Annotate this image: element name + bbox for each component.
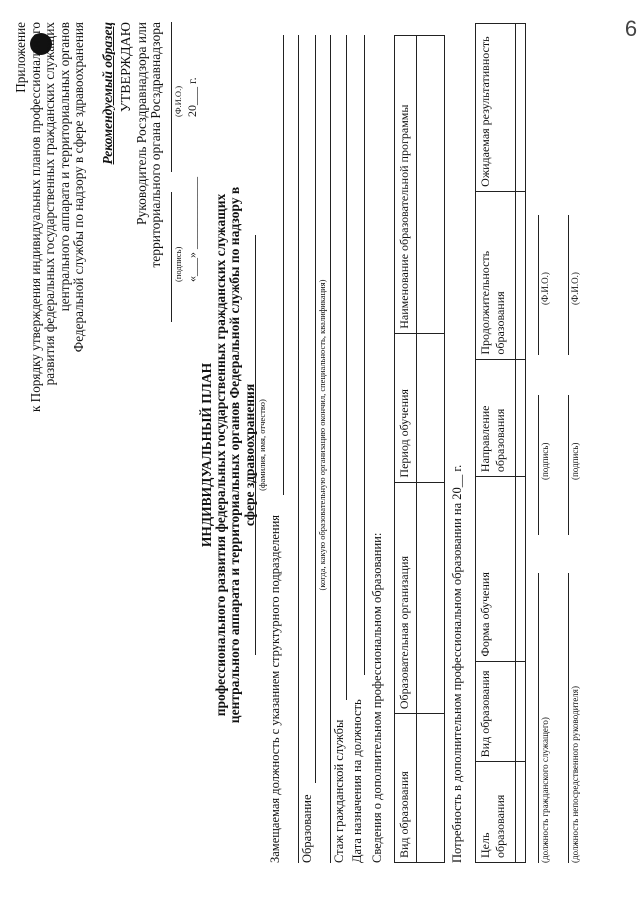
employee-sign-caption: (подпись)	[540, 442, 550, 480]
col-kind: Вид образования	[476, 661, 516, 762]
title-line2: профессионального развития федеральных государственных гражданских служащих	[213, 193, 229, 717]
approve-year: 20___ г.	[185, 77, 199, 117]
appendix-line: центрального аппарата и территориальных органов	[56, 22, 72, 312]
sign-caption: (подпись)	[173, 246, 183, 282]
service-label: Стаж гражданской службы	[332, 719, 346, 863]
approve-block	[120, 22, 164, 322]
table-cell	[516, 359, 526, 476]
col-duration: Продолжительность образования	[476, 191, 516, 359]
additional-label: Сведения о дополнительном профессиональном образовании:	[370, 532, 384, 863]
recommended-sample: Рекомендуемый образец	[100, 22, 115, 165]
employee-position-caption: (должность гражданского служащего)	[540, 717, 550, 863]
title-line1: ИНДИВИДУАЛЬНЫЙ ПЛАН	[199, 362, 214, 548]
appendix-line: Федеральной службы по надзору в сфере здравоохранения	[71, 22, 86, 353]
approve-title: УТВЕРЖДАЮ	[119, 22, 134, 113]
education-caption: (когда, какую образовательную организацию окончил, специальность, квалификация)	[317, 279, 327, 591]
col-form: Форма обучения	[476, 477, 516, 662]
approve-line1: Руководитель Росздравнадзора или	[133, 22, 149, 225]
table-cell	[516, 24, 526, 192]
boss-position-caption: (должность непосредственного руководителя)	[570, 686, 580, 863]
table-cell	[516, 477, 526, 662]
table-cell	[516, 661, 526, 762]
boss-fio-caption: (Ф.И.О.)	[570, 272, 580, 305]
need-label: Потребность в дополнительном профессиональном образовании на 20__ г.	[450, 464, 464, 863]
table-cell	[516, 762, 526, 863]
employee-fio-caption: (Ф.И.О.)	[540, 272, 550, 305]
col-result: Ожидаемая результативность	[476, 24, 516, 192]
name-caption: (фамилия, имя, отчество)	[257, 399, 267, 491]
appointment-label: Дата назначения на должность	[350, 699, 364, 863]
appendix-header	[14, 22, 87, 542]
col-goal: Цель образования	[476, 762, 516, 863]
table-cell	[417, 333, 445, 482]
table-cell	[417, 482, 445, 714]
document-title	[200, 175, 257, 735]
appendix-line: развития федеральных государственных гражданских служащих	[42, 22, 57, 386]
approve-line2: территориального органа Росздравнадзора	[148, 22, 163, 268]
appendix-line: Приложение	[13, 22, 28, 93]
col-direction: Направление образования	[476, 359, 516, 476]
page-number: 6	[624, 15, 638, 41]
appendix-line: к Порядку утверждения индивидуальных планов профессионального	[27, 22, 43, 413]
col-period: Период обучения	[395, 333, 417, 482]
approve-signature	[163, 22, 203, 322]
col-program-name: Наименование образовательной программы	[395, 36, 417, 334]
col-education-kind: Вид образования	[395, 714, 417, 863]
table-cell	[417, 36, 445, 334]
needs-table	[475, 23, 526, 863]
position-label: Замещаемая должность с указанием структурного подразделения	[268, 514, 282, 863]
col-organization: Образовательная организация	[395, 482, 417, 714]
additional-education-table	[394, 35, 445, 863]
title-line3: центрального аппарата и территориальных органов Федеральной службы по надзору в сфере здравоохранения	[227, 186, 257, 724]
boss-sign-caption: (подпись)	[570, 442, 580, 480]
education-label: Образование	[300, 794, 314, 863]
table-cell	[516, 191, 526, 359]
approve-date: «___» ____________	[185, 177, 199, 282]
fio-caption: (Ф.И.О.)	[173, 85, 183, 117]
table-cell	[417, 714, 445, 863]
